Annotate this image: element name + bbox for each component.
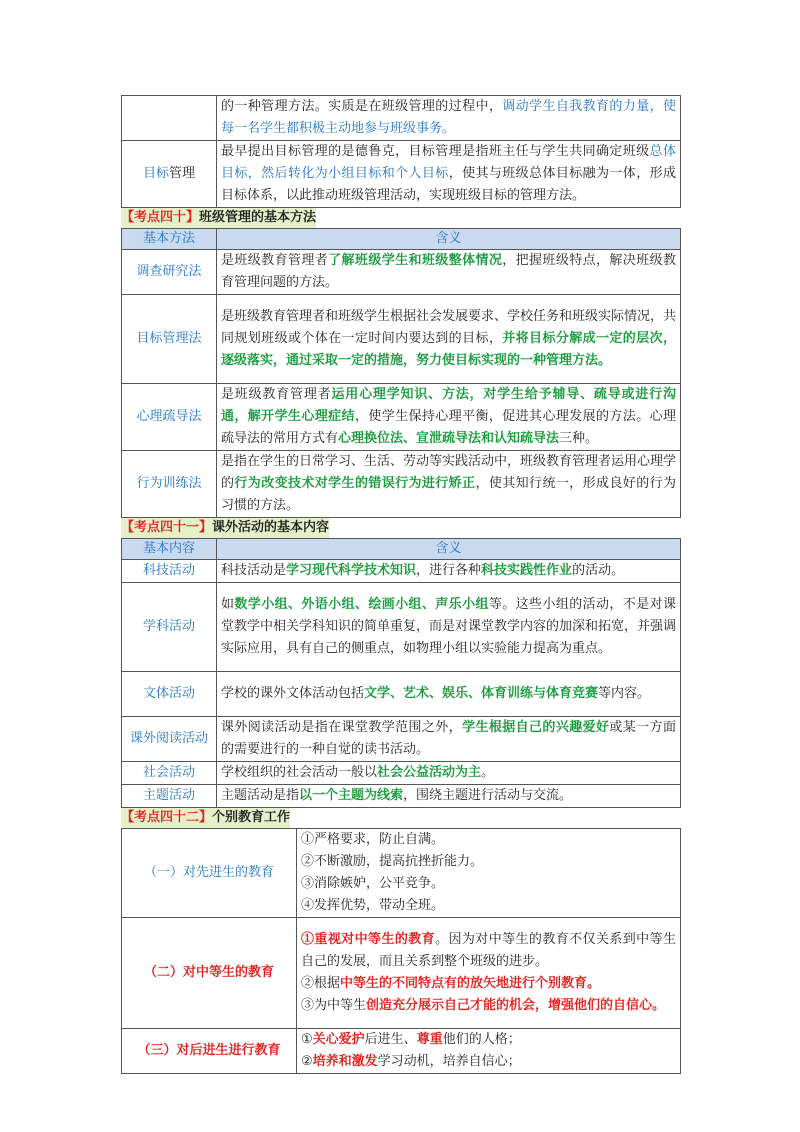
row-label: 调查研究法 — [122, 250, 217, 295]
table-row — [122, 918, 681, 1029]
table-row — [122, 141, 681, 208]
row-label: 心理疏导法 — [122, 384, 217, 451]
table-header — [122, 539, 681, 560]
page-content — [121, 95, 681, 1074]
row-label: （一）对先进生的教育 — [122, 829, 297, 918]
row-content: 学校组织的社会活动一般以社会公益活动为主。 — [217, 762, 681, 785]
row-label: 主题活动 — [122, 785, 217, 808]
header-col-content: 基本内容 — [122, 539, 217, 560]
table-row — [122, 829, 681, 918]
row-content — [297, 1029, 681, 1074]
table-row — [122, 96, 681, 141]
list-item: ①严格要求，防止自满。 — [301, 832, 445, 847]
target-management-table — [121, 95, 681, 208]
list-item: ③消除嫉妒，公平竞争。 — [301, 876, 445, 891]
row-content: 主题活动是指以一个主题为线索，围绕主题进行活动与交流。 — [217, 785, 681, 808]
list-item: ①重视对中等生的教育。因为对中等生的教育不仅关系到中等生自己的发展，而且关系到整个班级的进步。 — [301, 932, 676, 969]
table-header — [122, 229, 681, 250]
section-heading-41: 【考点四十一】课外活动的基本内容 — [121, 518, 681, 538]
row-label: 科技活动 — [122, 560, 217, 583]
row-content: 课外阅读活动是指在课堂教学范围之外，学生根据自己的兴趣爱好或某一方面的需要进行的一种自觉的读书活动。 — [217, 717, 681, 762]
row-content: 的一种管理方法。实质是在班级管理的过程中，调动学生自我教育的力量，使每一名学生都积极主动地参与班级事务。 — [217, 96, 681, 141]
table-row — [122, 295, 681, 384]
table-row — [122, 785, 681, 808]
list-item: ②培养和激发学习动机，培养自信心； — [301, 1054, 521, 1069]
row-label: 课外阅读活动 — [122, 717, 217, 762]
table-row — [122, 672, 681, 717]
list-item: ②不断激励，提高抗挫折能力。 — [301, 854, 484, 869]
table-row — [122, 1029, 681, 1074]
row-label: 文体活动 — [122, 672, 217, 717]
list-item: ①关心爱护后进生、尊重他们的人格； — [301, 1032, 521, 1047]
individual-education-table — [121, 828, 681, 1074]
row-content: 学校的课外文体活动包括文学、艺术、娱乐、体育训练与体育竞赛等内容。 — [217, 672, 681, 717]
table-row — [122, 384, 681, 451]
row-content: 最早提出目标管理的是德鲁克，目标管理是指班主任与学生共同确定班级总体目标，然后转化为小组目标和个人目标，使其与班级总体目标融为一体，形成目标体系，以此推动班级管理活动，实现班级目标的管理方法。 — [217, 141, 681, 208]
header-col-meaning: 含义 — [217, 539, 681, 560]
row-content: 是指在学生的日常学习、生活、劳动等实践活动中，班级教育管理者运用心理学的行为改变技术对学生的错误行为进行矫正，使其知行统一，形成良好的行为习惯的方法。 — [217, 451, 681, 518]
class-management-methods-table — [121, 228, 681, 518]
row-label: （二）对中等生的教育 — [122, 918, 297, 1029]
section-heading-40: 【考点四十】班级管理的基本方法 — [121, 208, 681, 228]
section-heading-42: 【考点四十二】个别教育工作 — [121, 808, 681, 828]
list-item: ③为中等生创造充分展示自己才能的机会，增强他们的自信心。 — [301, 998, 666, 1013]
list-item: ④发挥优势，带动全班。 — [301, 898, 445, 913]
table-row — [122, 762, 681, 785]
row-label: 目标管理法 — [122, 295, 217, 384]
row-content: 科技活动是学习现代科学技术知识，进行各种科技实践性作业的活动。 — [217, 560, 681, 583]
row-content: 是班级教育管理者运用心理学知识、方法，对学生给予辅导、疏导或进行沟通，解开学生心理症结，使学生保持心理平衡，促进其心理发展的方法。心理疏导法的常用方式有心理换位法、宣泄疏导法和认知疏导法三种。 — [217, 384, 681, 451]
row-label: 社会活动 — [122, 762, 217, 785]
table-row — [122, 250, 681, 295]
table-row — [122, 583, 681, 672]
row-label: 目标管理 — [122, 141, 217, 208]
header-col-method: 基本方法 — [122, 229, 217, 250]
row-label: （三）对后进生进行教育 — [122, 1029, 297, 1074]
row-content: 如数学小组、外语小组、绘画小组、声乐小组等。这些小组的活动，不是对课堂教学中相关学科知识的简单重复，而是对课堂教学内容的加深和拓宽，并强调实际应用，具有自己的侧重点，如物理小组以实验能力提高为重点。 — [217, 583, 681, 672]
extracurricular-activities-table — [121, 538, 681, 808]
table-row — [122, 451, 681, 518]
row-label: 学科活动 — [122, 583, 217, 672]
row-label: 行为训练法 — [122, 451, 217, 518]
list-item: ②根据中等生的不同特点有的放矢地进行个别教育。 — [301, 976, 601, 991]
row-content — [297, 829, 681, 918]
row-content: 是班级教育管理者和班级学生根据社会发展要求、学校任务和班级实际情况，共同规划班级或个体在一定时间内要达到的目标，并将目标分解成一定的层次，逐级落实，通过采取一定的措施，努力使目标实现的一种管理方法。 — [217, 295, 681, 384]
table-row — [122, 717, 681, 762]
row-content: 是班级教育管理者了解班级学生和班级整体情况，把握班级特点，解决班级教育管理问题的方法。 — [217, 250, 681, 295]
row-label — [122, 96, 217, 141]
header-col-meaning: 含义 — [217, 229, 681, 250]
table-row — [122, 560, 681, 583]
row-content — [297, 918, 681, 1029]
